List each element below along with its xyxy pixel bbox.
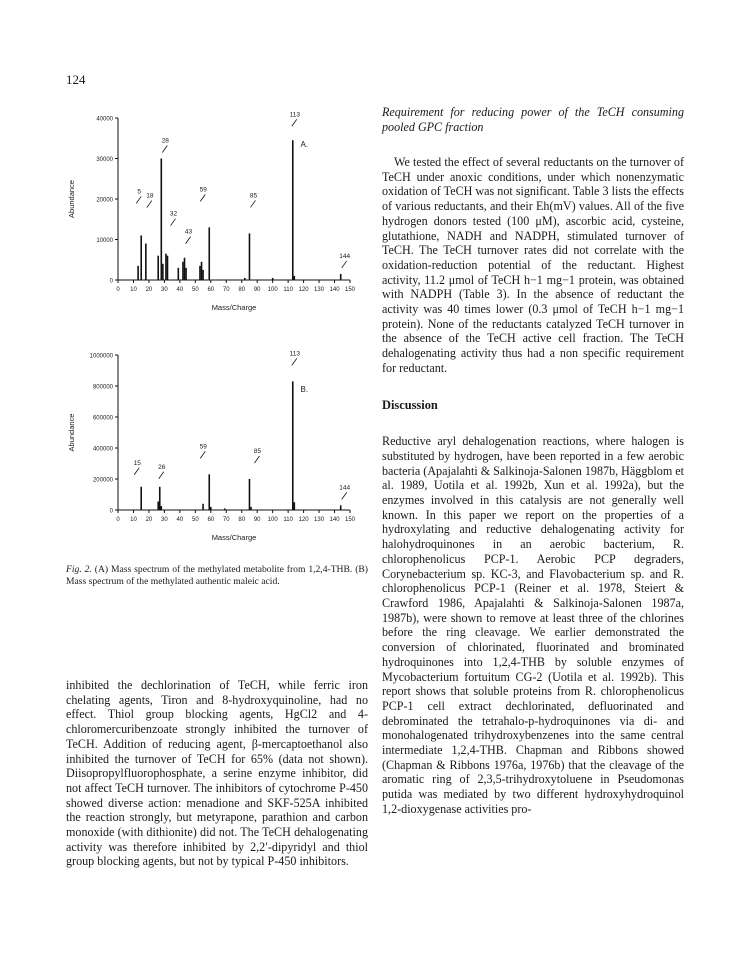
- peak-label-pointer: [136, 196, 141, 203]
- mass-spectrum-a: [58, 108, 368, 330]
- x-tick-label: 70: [222, 517, 230, 523]
- peak-label: 15: [133, 459, 141, 467]
- peak-label-pointer: [186, 237, 191, 244]
- peak-label-pointer: [292, 119, 297, 126]
- peak-label-pointer: [292, 358, 297, 365]
- peak-label: 144: [339, 252, 351, 260]
- y-tick-label: 30000: [96, 157, 113, 163]
- x-tick-label: 110: [283, 287, 293, 293]
- x-tick-label: 20: [145, 517, 153, 523]
- y-tick-label: 400000: [92, 446, 113, 453]
- x-tick-label: 90: [253, 287, 261, 293]
- x-axis-label: Mass/Charge: [211, 303, 257, 312]
- y-tick-label: 200000: [92, 477, 113, 484]
- page-number: 124: [66, 72, 86, 87]
- y-tick-label: 0: [109, 508, 113, 515]
- x-tick-label: 10: [130, 517, 137, 523]
- x-tick-label: 100: [267, 287, 278, 293]
- body-paragraph: We tested the effect of several reductants on the turnover of TeCH under anoxic conditions, under which nonenzymatic oxidation of TeCH was not significant. Table 3 lists the effects of various reductants, and their Eh(mV) values. All of the five hydrogen donors tested (100 μM), ascorbic acid, cysteine, glutathione, NADH and NADPH, stimulated turnover of TeCH. The TeCH turnover rates did not correlate with the oxidation-reduction potential of the reductant. Highest activity, 11.2 μmol of TeCH h−1 mg−1 protein, was obtained with NADPH (Table 3). In the absence of reductant the activity was 40 times lower (0.3 μmol of TeCH h−1 mg−1 protein). None of the reductants catalyzed TeCH turnover in the absence of the TeCH active cell fraction. The TeCH dehalogenating activity thus had a non specific requirement for reductant.: [382, 155, 684, 375]
- peak-label: 113: [289, 350, 300, 358]
- peak-label-pointer: [170, 219, 175, 226]
- section-heading-discussion: Discussion: [382, 397, 438, 412]
- y-tick-label: 1000000: [89, 353, 113, 360]
- y-tick-label: 20000: [96, 197, 113, 204]
- x-tick-label: 150: [344, 287, 356, 293]
- left-text-column: [66, 678, 368, 869]
- y-tick-label: 800000: [92, 384, 113, 391]
- peak-label: 43: [184, 228, 193, 236]
- x-tick-label: 60: [207, 287, 215, 293]
- y-tick-label: 0: [109, 278, 113, 285]
- peak-label-pointer: [200, 194, 205, 201]
- peak-label-pointer: [250, 200, 255, 207]
- x-tick-label: 50: [191, 517, 199, 523]
- x-tick-label: 70: [222, 287, 230, 293]
- y-axis-label: Abundance: [67, 180, 76, 218]
- peak-label: 5: [137, 188, 142, 196]
- x-tick-label: 150: [344, 517, 356, 523]
- body-paragraph: inhibited the dechlorination of TeCH, while ferric iron chelating agents, Tiron and 8-hydroxyquinoline, had no effect. Thiol group blocking agents, HgCl2 and 4-chloromercuribenzoate strongly inhibited the turnover of TeCH. Addition of reducing agent, β-mercaptoethanol also inhibited the turnover of TeCH for 65% (data not shown). Diisopropylfluorophosphate, a serine enzyme inhibitor, did not affect TeCH turnover. The inhibitors of cytochrome P-450 showed diverse action: menadione and SKF-525A inhibited the reaction strongly, but metyrapone, parathion and carbon monoxide (with dithionite) did not. The TeCH dehalogenating activity was therefore inhibited by 2,2′-dipyridyl and thiol group blocking agents, but not by typical P-450 inhibitors.: [66, 678, 368, 869]
- peak-label-pointer: [134, 468, 139, 475]
- right-text-column: [382, 105, 684, 817]
- x-tick-label: 40: [176, 287, 184, 293]
- x-tick-label: 0: [116, 287, 120, 293]
- x-axis-label: Mass/Charge: [211, 533, 257, 542]
- peak-label-pointer: [147, 201, 152, 208]
- peak-label-pointer: [162, 146, 167, 153]
- peak-label: 85: [249, 192, 258, 200]
- x-tick-label: 140: [329, 517, 340, 523]
- figure-caption-text: (A) Mass spectrum of the methylated metabolite from 1,2,4-THB. (B) Mass spectrum of the methylated authentic maleic acid.: [66, 564, 368, 587]
- x-tick-label: 30: [161, 287, 168, 293]
- x-tick-label: 120: [298, 287, 309, 293]
- x-tick-label: 110: [283, 517, 293, 523]
- peak-label-pointer: [254, 456, 259, 463]
- peak-label: 26: [158, 463, 166, 471]
- peak-label-pointer: [342, 261, 347, 268]
- peak-label: 59: [199, 186, 207, 194]
- figure-caption-prefix: Fig. 2.: [66, 564, 92, 575]
- mass-spectrum-b: [58, 345, 368, 560]
- y-tick-label: 10000: [96, 238, 113, 244]
- x-tick-label: 90: [253, 517, 261, 523]
- x-tick-label: 10: [130, 287, 137, 293]
- x-tick-label: 120: [298, 517, 309, 523]
- x-tick-label: 80: [238, 287, 246, 293]
- peak-label: 59: [199, 443, 207, 451]
- figure-caption: [66, 564, 368, 588]
- x-tick-label: 80: [238, 517, 246, 523]
- peak-label-pointer: [342, 492, 347, 499]
- mass-spectrum-b-plot: [58, 345, 368, 560]
- peak-label: 32: [169, 210, 178, 218]
- x-tick-label: 50: [191, 287, 199, 293]
- mass-spectrum-a-plot: [58, 108, 368, 330]
- x-tick-label: 130: [314, 517, 325, 523]
- x-tick-label: 30: [161, 517, 168, 523]
- panel-label: A.: [300, 140, 309, 150]
- y-axis-label: Abundance: [67, 413, 76, 452]
- y-tick-label: 600000: [92, 415, 113, 422]
- x-tick-label: 140: [329, 287, 340, 293]
- subheading-text: Requirement for reducing power of the TeCH consuming pooled GPC fraction: [382, 105, 684, 134]
- x-tick-label: 0: [116, 517, 120, 523]
- peak-label: 18: [146, 192, 154, 200]
- peak-label: 28: [161, 137, 169, 145]
- peak-label: 144: [339, 484, 351, 492]
- peak-label: 85: [253, 448, 262, 455]
- section-subheading: [382, 105, 684, 135]
- x-tick-label: 100: [267, 517, 278, 523]
- y-tick-label: 40000: [96, 116, 113, 123]
- x-tick-label: 130: [314, 287, 325, 293]
- peak-label-pointer: [159, 472, 164, 479]
- peak-label: 113: [289, 111, 300, 119]
- x-tick-label: 20: [145, 287, 153, 293]
- panel-label: B.: [300, 385, 309, 395]
- body-paragraph: Reductive aryl dehalogenation reactions, where halogen is substituted by hydrogen, have been reported in a few aerobic bacteria (Apajalahti & Salkinoja-Salonen 1987b, Häggblom et al. 1989, Uotila et al. 1992b, Xun et al. 1992a), but the enzymes involved in this catalysis are not generally well known. In this paper we report on the properties of a hydroxylating and reductive dehalogenating activity for halohydroquinones in an aerobic bacterium, R. chlorophenolicus PCP-1. Aerobic PCP degraders, Corynebacterium sp. KC-3, and Flavobacterium sp. and R. chlorophenolicus PCP-1 (Reiner et al. 1978, Steiert & Crawford 1986, Apajalahti & Salkinoja-Salonen 1987a, 1987b), were shown to remove at least three of the chlorines before the ring cleavage. We earlier demonstrated the conversion of chlorinated, fluorinated and brominated hydroquinones into 1,2,4-THB by soluble enzymes of Mycobacterium fortuitum CG-2 (Uotila et al. 1992b). This report shows that soluble proteins from R. chlorophenolicus PCP-1 cell extract dechlorinated, defluorinated and debrominated the tetrahalo-p-hydroquinones via di- and monohalogenated trihydroxybenzenes into the same central intermediate 1,2,4-THB. Chapman and Ribbons showed (Chapman & Ribbons 1976a, 1976b) that the cleavage of the aromatic ring of 2,3,5-trihydroxytoluene in Pseudomonas putida was mediated by two different hydroxyhydroquinol 1,2-dioxygenase activities pro-: [382, 434, 684, 816]
- x-tick-label: 60: [207, 517, 215, 523]
- peak-label-pointer: [200, 451, 205, 458]
- x-tick-label: 40: [176, 517, 184, 523]
